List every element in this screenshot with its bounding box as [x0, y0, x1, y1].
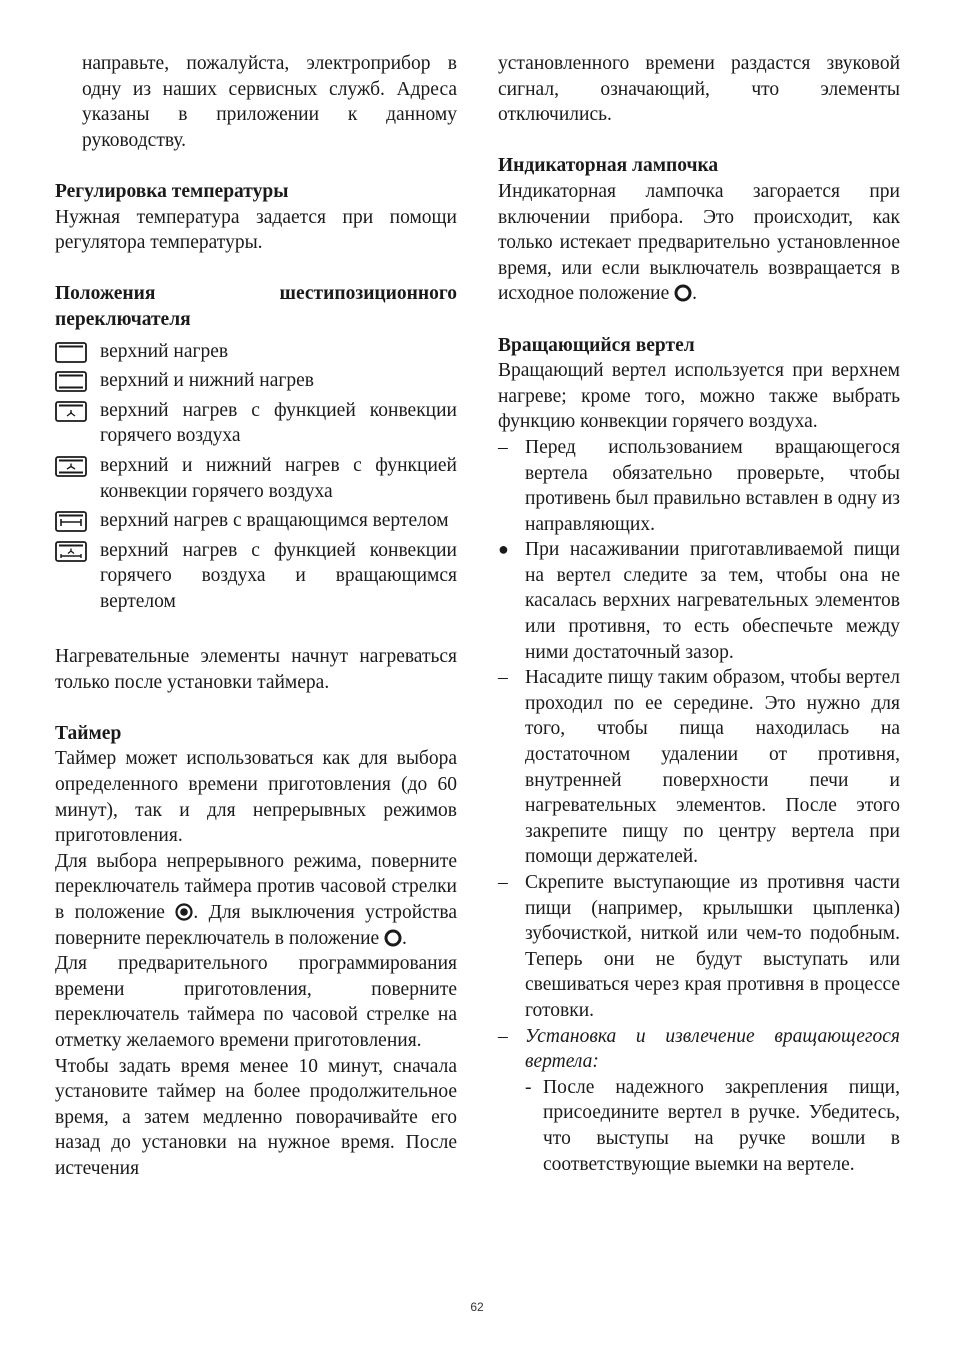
- lamp-heading: Индикаторная лампочка: [498, 155, 719, 177]
- mode-item: верхний нагрев: [55, 339, 457, 365]
- continuous-mode-icon: [175, 903, 193, 921]
- sub-list-item: - После надежного закрепления пищи, присоедините вертел в ручке. Убедитесь, что выступы на ручке вошли в соответствующие выемки на вертеле.: [525, 1076, 900, 1175]
- switch-heading-line2: переключателя: [55, 308, 191, 330]
- top-bottom-heat-fan-icon: [55, 456, 87, 477]
- list-item: – Установка и извлечение вращающегося вертела:: [498, 1025, 900, 1073]
- left-column: [55, 51, 457, 1182]
- bullet-icon: ●: [498, 539, 509, 560]
- timer-heading: Таймер: [55, 722, 122, 744]
- intro-paragraph: направьте, пожалуйста, электроприбор в одну из наших сервисных служб. Адреса указаны в приложении к данному руководству.: [82, 53, 457, 151]
- top-bottom-heat-icon: [55, 371, 87, 392]
- right-column: [498, 51, 900, 1177]
- top-heat-fan-icon: [55, 401, 87, 422]
- mode-item: верхний и нижний нагрев: [55, 368, 457, 394]
- temperature-paragraph: Нужная температура задается при помощи регулятора температуры.: [55, 206, 457, 254]
- list-item: ● При насаживании приготавливаемой пищи на вертел следите за тем, чтобы она не касалась верхних нагревательных элементов или противня, то есть обеспечьте между ними достаточный зазор.: [498, 539, 900, 663]
- list-item: – Скрепите выступающие из противня части пищи (например, крылышки цыпленка) зубочисткой, ниткой или чем-то подобным. Теперь они не будут выступать или свешиваться через края противня в процессе готовки.: [498, 872, 900, 1021]
- timer-paragraph-1: Таймер может использоваться как для выбора определенного времени приготовления (до 60 минут), так и для непрерывных режимов приготовления.: [55, 748, 457, 847]
- elements-paragraph: Нагревательные элементы начнут нагреваться только после установки таймера.: [55, 646, 457, 693]
- timer-paragraph-2: Для выбора непрерывного режима, поверните переключатель таймера против часовой стрелки в положение . Для выключения устройства поверните переключатель в положение .: [55, 850, 457, 949]
- timer-continuation: установленного времени раздастся звуковой сигнал, означающий, что элементы отключились.: [498, 53, 900, 126]
- off-position-icon: [674, 284, 692, 302]
- switch-heading-line1: Положения шестипозиционного: [55, 283, 457, 305]
- off-position-icon: [384, 929, 402, 947]
- list-item: – Перед использованием вращающегося вертела обязательно проверьте, чтобы противень был правильно вставлен в одну из направляющих.: [498, 436, 900, 535]
- spit-instructions-list: [498, 435, 900, 1075]
- spit-paragraph: Вращающий вертел используется при верхнем нагреве; кроме того, можно также выбрать функцию конвекции горячего воздуха.: [498, 360, 900, 433]
- page-number: 62: [470, 1300, 484, 1314]
- lamp-paragraph: Индикаторная лампочка загорается при включении прибора. Это происходит, как только истекает предварительно установленное время, или если выключатель возвращается в исходное положение .: [498, 180, 900, 305]
- top-heat-spit-icon: [55, 511, 87, 532]
- timer-paragraph-3: Для предварительного программирования времени приготовления, поверните переключатель таймера по часовой стрелке на отметку желаемого времени приготовления.: [55, 953, 457, 1051]
- spit-heading: Вращающийся вертел: [498, 334, 695, 356]
- timer-paragraph-4: Чтобы задать время менее 10 минут, сначала установите таймер на более продолжительное время, а затем медленно поворачивайте его назад до установки на нужное время. После истечения: [55, 1055, 457, 1179]
- temperature-heading: Регулировка температуры: [55, 180, 289, 202]
- list-item: – Насадите пищу таким образом, чтобы вертел проходил по ее середине. Это нужно для того, чтобы пища находилась на достаточном удалении от противня, внутренней поверхности печи и нагревательных элементов. После этого закрепите пищу по центру вертела при помощи держателей.: [498, 667, 900, 868]
- mode-list: [55, 339, 457, 615]
- mode-item: верхний нагрев с функцией конвекции горячего воздуха: [55, 398, 457, 449]
- mode-item: верхний нагрев с функцией конвекции горячего воздуха и вращающимся вертелом: [55, 538, 457, 615]
- top-heat-fan-spit-icon: [55, 541, 87, 562]
- mode-item: верхний и нижний нагрев с функцией конвекции горячего воздуха: [55, 453, 457, 504]
- mode-item: верхний нагрев с вращающимся вертелом: [55, 508, 457, 534]
- top-heat-icon: [55, 342, 87, 363]
